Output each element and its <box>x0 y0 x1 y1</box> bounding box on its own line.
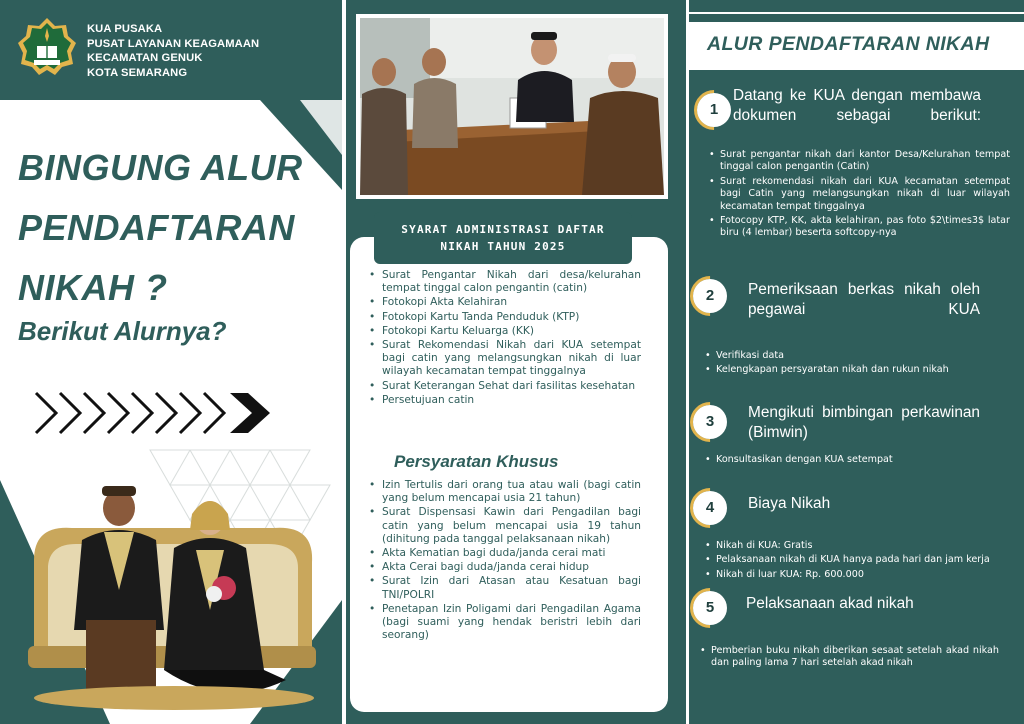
headline-line: NIKAH ? <box>18 267 168 308</box>
list-item: • Fotokopi Kartu Keluarga (KK) <box>366 325 641 338</box>
list-item: • Nikah di KUA: Gratis <box>704 540 1022 552</box>
headline-line: BINGUNG ALUR <box>18 147 303 188</box>
headline-line: PENDAFTARAN <box>18 207 295 248</box>
list-item: • Surat Izin dari Atasan atau Kesatuan bagi TNI/POLRI <box>366 575 641 601</box>
step-number-1: 1 <box>697 93 731 127</box>
step-title-5: Pelaksanaan akad nikah <box>746 595 914 612</box>
list-item: • Surat Dispensasi Kawin dari Pengadilan bagi catin yang belum mencapai usia 19 tahun (dihitung pada tanggal pelaksanaan nikah) <box>366 506 641 546</box>
list-item: • Nikah di luar KUA: Rp. 600.000 <box>704 569 1022 581</box>
special-requirements-list <box>366 479 641 643</box>
step-4-list <box>704 540 1022 583</box>
headline <box>18 138 318 318</box>
org-line: KECAMATAN GENUK <box>87 52 203 65</box>
list-item: • Surat pengantar nikah dari kantor Desa/Kelurahan tempat tinggal calon pengantin (Catin) <box>708 149 1010 174</box>
step-title-2: Pemeriksaan berkas nikah oleh pegawai KUA <box>748 281 980 318</box>
list-item: • Akta Cerai bagi duda/janda cerai hidup <box>366 561 641 574</box>
list-item: • Surat Rekomendasi Nikah dari KUA setempat bagi catin yang melangsungkan nikah di luar wilayah kecamatan tempat tinggalnya <box>366 339 641 379</box>
list-item: • Izin Tertulis dari orang tua atau wali (bagi catin yang belum mencapai usia 21 tahun) <box>366 479 641 505</box>
list-item: • Verifikasi data <box>704 350 1010 362</box>
general-requirements-list <box>366 269 641 408</box>
list-item: • Surat Pengantar Nikah dari desa/kelurahan tempat tinggal calon pengantin (catin) <box>366 269 641 295</box>
step-title-1: Datang ke KUA dengan membawa dokumen sebagai berikut: <box>733 87 981 124</box>
list-item: • Akta Kematian bagi duda/janda cerai mati <box>366 547 641 560</box>
organization-name <box>87 22 259 80</box>
chevron-row-icon <box>34 391 274 435</box>
page-title: ALUR PENDAFTARAN NIKAH <box>707 33 990 55</box>
list-item: • Konsultasikan dengan KUA setempat <box>704 454 1010 466</box>
special-requirements-heading: Persyaratan Khusus <box>394 452 559 471</box>
kua-office-meeting-photo <box>360 18 664 195</box>
step-5-list <box>699 645 999 672</box>
subtitle: Berikut Alurnya? <box>18 316 227 346</box>
step-number-4: 4 <box>693 491 727 525</box>
org-line: KOTA SEMARANG <box>87 66 188 79</box>
list-item: • Kelengkapan persyaratan nikah dan rukun nikah <box>704 364 1010 376</box>
org-line: PUSAT LAYANAN KEAGAMAAN <box>87 37 260 50</box>
list-item: • Pemberian buku nikah diberikan sesaat setelah akad nikah dan paling lama 7 hari setelah akad nikah <box>699 645 999 670</box>
list-item: • Surat rekomendasi nikah dari KUA kecamatan setempat bagi Catin yang melangsungkan nikah di luar wilayah kecamatan tempat tinggalnya <box>708 176 1010 213</box>
step-title-3: Mengikuti bimbingan perkawinan (Bimwin) <box>748 404 980 441</box>
step-number-2: 2 <box>693 279 727 313</box>
syarat-title-line: NIKAH TAHUN 2025 <box>440 240 566 253</box>
step-2-list <box>704 350 1010 379</box>
wedding-couple-photo <box>24 470 320 710</box>
list-item: • Fotokopi Kartu Tanda Penduduk (KTP) <box>366 311 641 324</box>
right-panel <box>689 0 1024 724</box>
list-item: • Persetujuan catin <box>366 394 641 407</box>
list-item: • Pelaksanaan nikah di KUA hanya pada hari dan jam kerja <box>704 554 1022 566</box>
list-item: • Fotokopi Akta Kelahiran <box>366 296 641 309</box>
syarat-title-banner <box>374 212 632 264</box>
step-number-3: 3 <box>693 405 727 439</box>
step-3-list <box>704 454 1010 468</box>
divider <box>689 12 1024 14</box>
photo-frame <box>356 14 668 199</box>
step-1-list <box>708 149 1010 242</box>
list-item: • Penetapan Izin Poligami dari Pengadilan Agama (bagi suami yang hendak beristri lebih dari seorang) <box>366 603 641 643</box>
header-band <box>0 0 342 100</box>
syarat-title-line: SYARAT ADMINISTRASI DAFTAR <box>401 223 605 236</box>
kemenag-logo-icon <box>16 16 78 78</box>
left-panel <box>0 0 342 724</box>
step-number-5: 5 <box>693 591 727 625</box>
step-title-4: Biaya Nikah <box>748 495 831 512</box>
list-item: • Fotocopy KTP, KK, akta kelahiran, pas foto $2\times3$ latar biru (4 lembar) beserta softcopy-nya <box>708 215 1010 240</box>
list-item: • Surat Keterangan Sehat dari fasilitas kesehatan <box>366 380 641 393</box>
middle-panel <box>346 0 686 724</box>
org-line: KUA PUSAKA <box>87 23 163 35</box>
